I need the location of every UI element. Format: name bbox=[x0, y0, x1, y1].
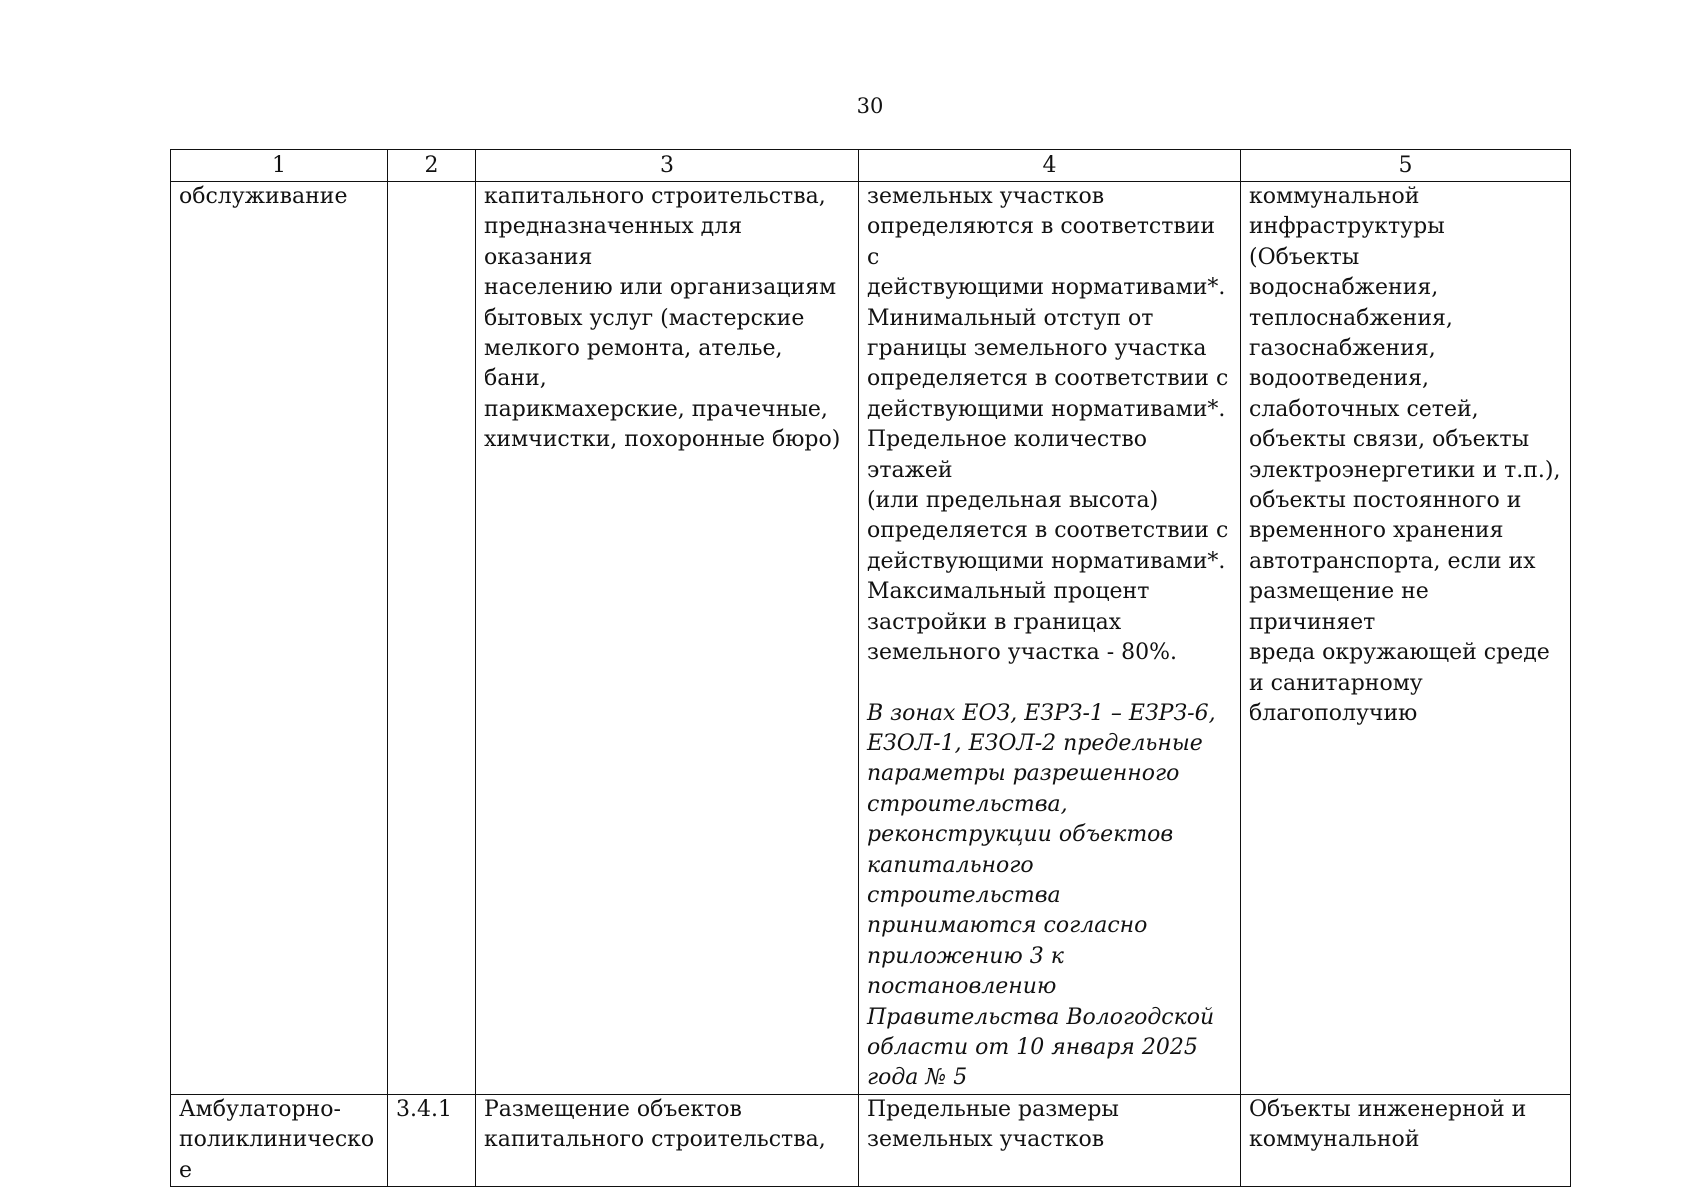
row2-use-type bbox=[171, 1094, 388, 1186]
column-header-3: 3 bbox=[476, 150, 859, 182]
row2-description-text: Размещение объектов капитального строительства, bbox=[484, 1096, 826, 1153]
column-header-1: 1 bbox=[171, 150, 388, 182]
row1-description bbox=[476, 182, 859, 1095]
row2-auxiliary-uses bbox=[1241, 1094, 1571, 1186]
row1-auxiliary-uses-text: коммунальной инфраструктуры (Объекты водоснабжения, теплоснабжения, газоснабжения, водоотведения, слаботочных сетей, объекты связи, объекты электроэнергетики и т.п.), объекты постоянного и временного хранения автотранспорта, если их размещение не причиняет вреда окружающей среде и санитарному благополучию bbox=[1249, 184, 1561, 726]
row1-auxiliary-uses bbox=[1241, 182, 1571, 1095]
row2-code bbox=[388, 1094, 476, 1186]
row1-use-type-text: обслуживание bbox=[179, 184, 348, 209]
row1-parameters-text: земельных участков определяются в соответствии с действующими нормативами*. Минимальный отступ от границы земельного участка определяется в соответствии с действующими нормативами*. Предельное количество этажей (или предельная высота) определяется в соответствии с действующими нормативами*. Максимальный процент застройки в границах земельного участка - 80%. bbox=[867, 184, 1229, 666]
regulations-table bbox=[170, 149, 1571, 1187]
column-header-4: 4 bbox=[859, 150, 1241, 182]
row1-parameters bbox=[859, 182, 1241, 1095]
column-header-2: 2 bbox=[388, 150, 476, 182]
row2-code-text: 3.4.1 bbox=[396, 1096, 452, 1122]
row2-use-type-text: Амбулаторно- поликлиническое bbox=[179, 1096, 375, 1183]
row2-parameters bbox=[859, 1094, 1241, 1186]
table-row bbox=[171, 1094, 1571, 1186]
row2-parameters-text: Предельные размеры земельных участков bbox=[867, 1096, 1119, 1153]
row1-code bbox=[388, 182, 476, 1095]
paragraph-spacer bbox=[867, 669, 1232, 699]
table-header-row bbox=[171, 150, 1571, 182]
row1-parameters-italic-note: В зонах ЕОЗ, ЕЗРЗ-1 – ЕЗРЗ-6, ЕЗОЛ-1, ЕЗОЛ-2 предельные параметры разрешенного строительства, реконструкции объектов капитального строительства принимаются согласно приложению 3 к постановлению Правительства Вологодской области от 10 января 2025 года № 5 bbox=[867, 700, 1216, 1091]
row1-description-text: капитального строительства, предназначенных для оказания населению или организациям бытовых услуг (мастерские мелкого ремонта, ателье, бани, парикмахерские, прачечные, химчистки, похоронные бюро) bbox=[484, 184, 841, 453]
column-header-5: 5 bbox=[1241, 150, 1571, 182]
page-number: 30 bbox=[856, 94, 884, 118]
row1-use-type bbox=[171, 182, 388, 1095]
row2-auxiliary-uses-text: Объекты инженерной и коммунальной bbox=[1249, 1096, 1527, 1153]
row2-description bbox=[476, 1094, 859, 1186]
table-row bbox=[171, 182, 1571, 1095]
